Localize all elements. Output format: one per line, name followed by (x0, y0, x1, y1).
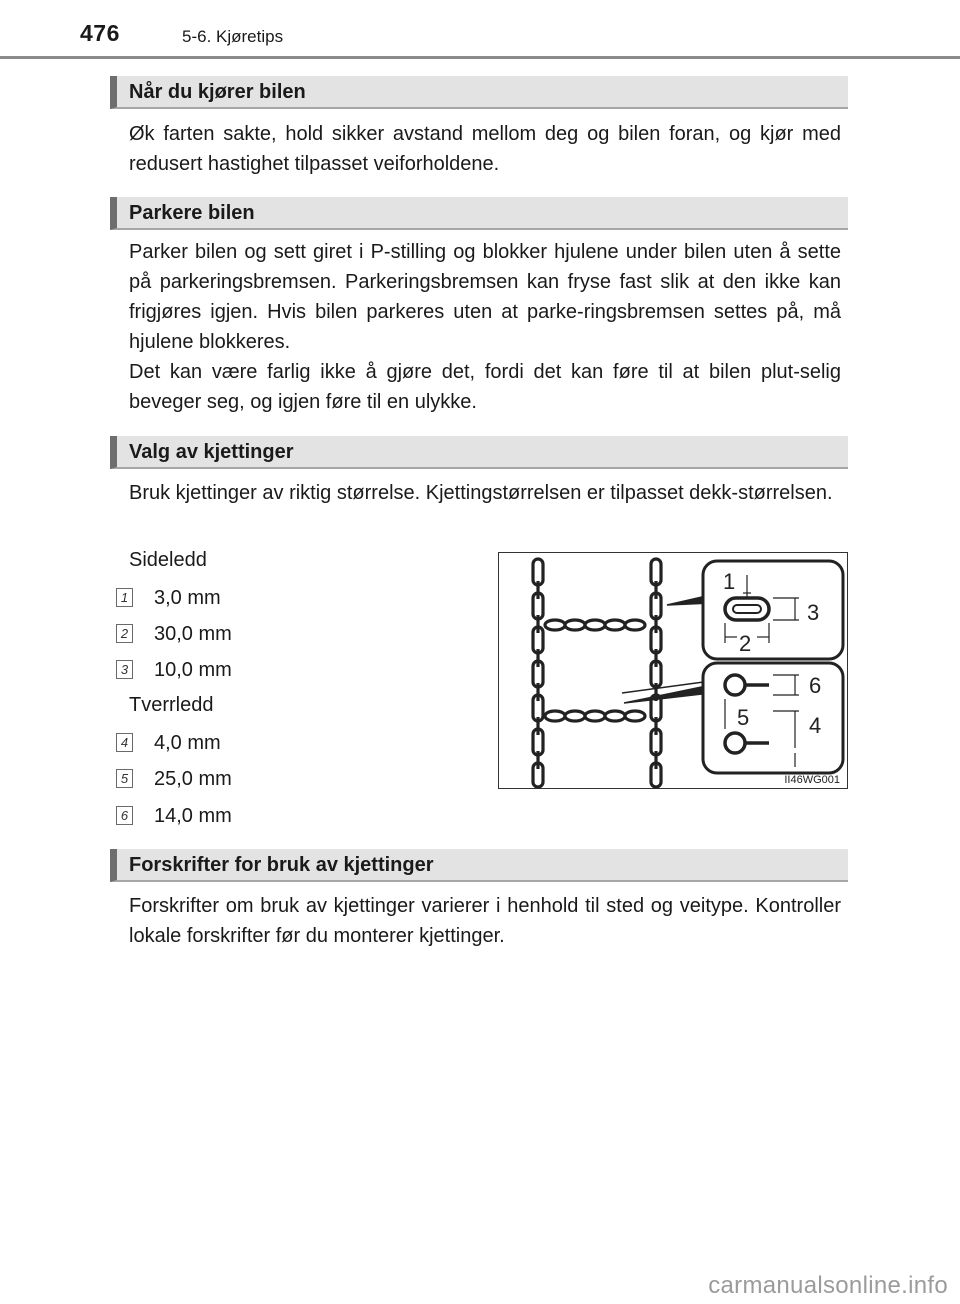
parking-text: Parker bilen og sett giret i P-stilling og blokker hjulene under bilen uten å sette på parkeringsbremsen. Parkeringsbremsen kan fryse fast slik at den ikke kan frigjøres igjen. Hvis bilen parkeres uten at parke-ringsbremsen settes på, må hjulene blokkeres. (129, 241, 841, 353)
parking-warning-text: Det kan være farlig ikke å gjøre det, fordi det kan føre til at bilen plut-selig beveger seg, og igjen føre til en ulykke. (129, 361, 841, 413)
figure-code: II46WG001 (784, 774, 840, 786)
spec-value: 10,0 mm (154, 659, 232, 681)
section-title-text: Forskrifter for bruk av kjettinger (129, 854, 434, 876)
page-header (0, 0, 960, 60)
chain-links (533, 559, 661, 787)
tire-chain-illustration (498, 552, 848, 789)
callout-number: 1 (116, 588, 133, 607)
section-title-text: Valg av kjettinger (129, 441, 294, 463)
tire-chain-drawing (499, 553, 849, 790)
svg-text:6: 6 (809, 673, 822, 698)
callout-number: 4 (116, 733, 133, 752)
callout-number: 2 (116, 624, 133, 643)
spec-value: 4,0 mm (154, 732, 221, 754)
chains-text: Bruk kjettinger av riktig størrelse. Kjettingstørrelsen er tilpasset dekk-størrelsen. (129, 482, 833, 504)
cross-link-label: Tverrledd (129, 694, 214, 716)
section-title-driving (110, 76, 848, 109)
svg-text:5: 5 (737, 705, 750, 730)
side-link-label: Sideledd (129, 549, 207, 571)
section-title-parking (110, 197, 848, 230)
section-title-text: Parkere bilen (129, 202, 255, 224)
callout-number: 6 (116, 806, 133, 825)
svg-text:1: 1 (723, 569, 736, 594)
callout-number: 3 (116, 660, 133, 679)
svg-text:2: 2 (739, 631, 752, 656)
driving-text: Øk farten sakte, hold sikker avstand mellom deg og bilen foran, og kjør med redusert hastighet tilpasset veiforholdene. (129, 123, 841, 175)
section-title-chains (110, 436, 848, 469)
svg-text:3: 3 (807, 600, 820, 625)
callout-pointers (622, 595, 711, 703)
callout-number: 5 (116, 769, 133, 788)
watermark: carmanualsonline.info (708, 1272, 948, 1299)
section-path: 5-6. Kjøretips (182, 27, 284, 46)
header-divider (0, 56, 960, 59)
section-title-text: Når du kjører bilen (129, 81, 306, 103)
section-title-regulations (110, 849, 848, 882)
spec-value: 14,0 mm (154, 805, 232, 827)
svg-text:4: 4 (809, 713, 822, 738)
cross-link-detail (703, 663, 843, 773)
spec-value: 25,0 mm (154, 768, 232, 790)
page-number: 476 (80, 20, 120, 46)
regulations-text: Forskrifter om bruk av kjettinger varierer i henhold til sted og veitype. Kontroller lokale forskrifter før du monterer kjettinger. (129, 895, 841, 947)
spec-value: 3,0 mm (154, 587, 221, 609)
spec-value: 30,0 mm (154, 623, 232, 645)
